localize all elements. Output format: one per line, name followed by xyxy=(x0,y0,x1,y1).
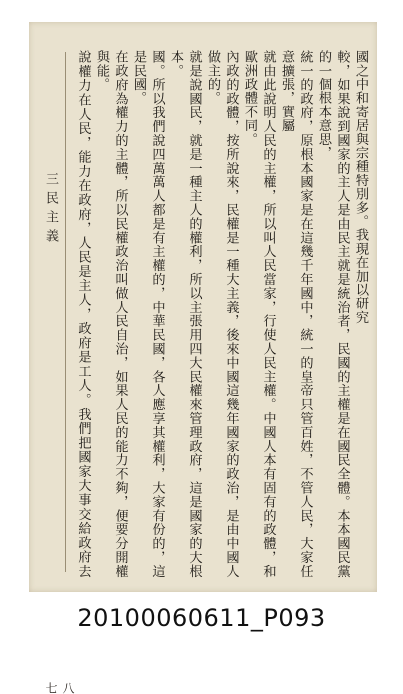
header-divider xyxy=(65,52,66,572)
running-header xyxy=(39,152,75,694)
text-column: 就是說國民，就是一種主人的權利，所以主張用四大民權來管理政府，這是國家的大根本。 xyxy=(168,50,202,578)
body-text xyxy=(73,50,369,578)
book-title: 三民主義 xyxy=(43,172,58,248)
text-column: 國。所以我們說四萬萬人都是有主權的，中華民國，各人應享其權利，大家有份的，這是民國。 xyxy=(131,50,165,578)
text-column: 國之中和寄居與宗種特別多。我現在加以研究 xyxy=(353,50,368,324)
image-caption: 20100060611_P093 xyxy=(77,604,326,632)
text-column: 就由此說明人民的主權，所以叫人民當家，行使人民主權。中國人本有固有的政體，和歐洲政體不同。 xyxy=(242,50,276,578)
text-column: 統一的政府，原根本國家是在這幾千年國中，統一的皇帝只管百姓，不管人民，大家任意擴張，實屬 xyxy=(279,50,313,578)
text-column: 較，如果說到國家的主人是由民主就是統治者，民國的主權是在國民全體。本本國民黨的一個根本意思， xyxy=(316,50,350,578)
page-number: 八七 xyxy=(44,682,75,694)
text-column: 在政府為權力的主體，所以民權政治叫做人民自治，如果人民的能力不夠，便要分開權與能。 xyxy=(94,50,128,578)
text-column: 說權力在人民，能力在政府，人民是主人，政府是工人。我們把國家大事交給政府去 xyxy=(75,50,91,578)
text-column: 內政的政體，按所說來，民權是一種大主義，後來中國這幾年國家的政治，是由中國人做主的。 xyxy=(205,50,239,578)
